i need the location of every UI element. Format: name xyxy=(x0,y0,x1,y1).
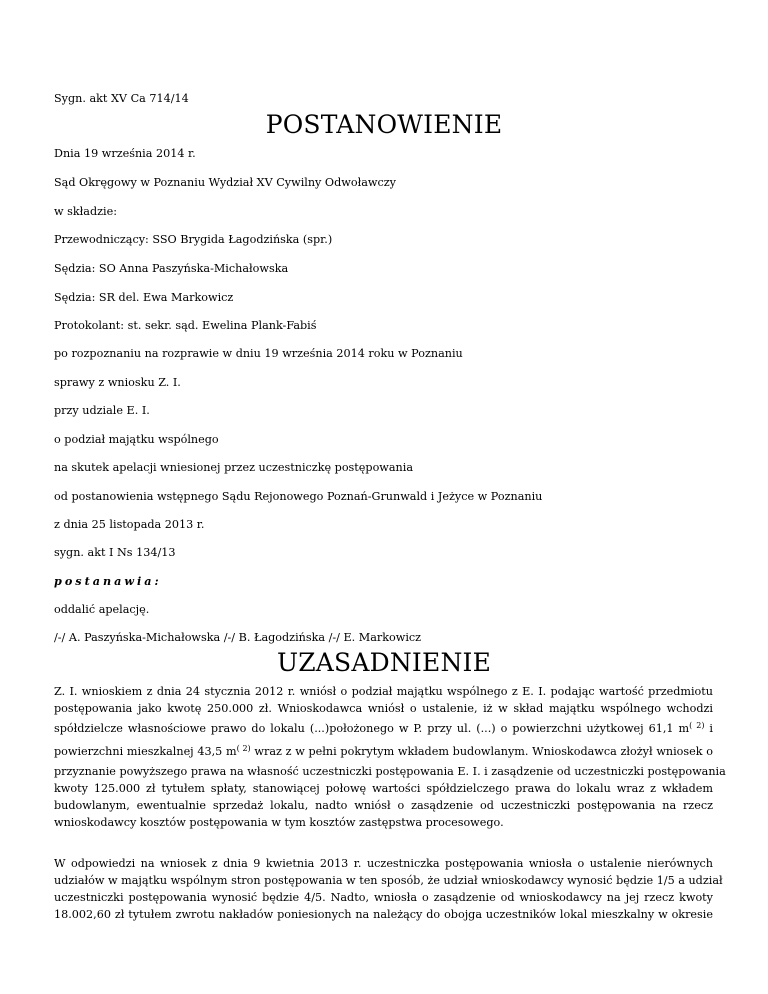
justification-paragraph-1 xyxy=(54,683,726,831)
lower-court: od postanowienia wstępnego Sądu Rejonowego Poznań-Grunwald i Jeżyce w Poznaniu xyxy=(54,490,543,503)
justification-paragraph-2 xyxy=(54,855,723,923)
lower-court-signature: sygn. akt I Ns 134/13 xyxy=(54,546,176,559)
justification-title: UZASADNIENIE xyxy=(276,648,492,677)
case-subject: o podział majątku wspólnego xyxy=(54,433,219,446)
paragraph-line: kwoty 125.000 zł tytułem spłaty, stanowiącej połowę wartości spółdzielczego prawa do lokalu wraz z wkładem xyxy=(54,782,713,795)
paragraph-line: wnioskodawcy kosztów postępowania w tym kosztów zastępstwa procesowego. xyxy=(54,816,504,829)
paragraph-line: udziałów w majątku wspólnym stron postępowania w ten sposób, że udział wnioskodawcy wynosić będzie 1/5 a udział xyxy=(54,874,723,887)
hearing-info: po rozpoznaniu na rozprawie w dniu 19 września 2014 roku w Poznaniu xyxy=(54,347,463,360)
date-line: Dnia 19 września 2014 r. xyxy=(54,147,196,160)
paragraph-line: W odpowiedzi na wniosek z dnia 9 kwietnia 2013 r. uczestniczka postępowania wniosła o ustalenie nierównych xyxy=(54,857,713,870)
paragraph-line: Z. I. wnioskiem z dnia 24 stycznia 2012 r. wniósł o podział majątku wspólnego z E. I. podając wartość przedmiotu xyxy=(54,685,713,698)
court-name: Sąd Okręgowy w Poznaniu Wydział XV Cywilny Odwoławczy xyxy=(54,176,396,189)
paragraph-line: przyznanie powyższego prawa na własność uczestniczki postępowania E. I. i zasądzenie od uczestniczki postępowania xyxy=(54,765,726,778)
composition-label: w składzie: xyxy=(54,205,117,218)
superscript: ( 2) xyxy=(236,744,251,753)
appeal-basis: na skutek apelacji wniesionej przez uczestniczkę postępowania xyxy=(54,461,414,474)
paragraph-line: budowlanym, ewentualnie sprzedaż lokalu, nadto wniósł o zasądzenie od uczestniczki postępowania na rzecz xyxy=(54,799,713,812)
paragraph-line: spółdzielcze własnościowe prawo do lokalu (...)położonego w P. przy ul. (...) o powierzchni użytkowej 61,1 $m^{( 2)}$ i xyxy=(54,721,714,735)
presiding-judge: Przewodniczący: SSO Brygida Łagodzińska (spr.) xyxy=(54,233,333,246)
paragraph-line: postępowania jako kwotę 250.000 zł. Wnioskodawca wniósł o ustalenie, iż w skład majątku wspólnego wchodzi xyxy=(54,702,713,715)
paragraph-line: uczestniczki postępowania wynosić będzie 4/5. Nadto, wniosła o zasądzenie od wnioskodawcy na jej rzecz kwoty xyxy=(54,891,713,904)
paragraph-line: powierzchni mieszkalnej 43,5 $m^{( 2)}$ wraz z w pełni pokrytym wkładem budowlanym. Wnioskodawca złożył wniosek o xyxy=(54,744,714,758)
ruling: oddalić apelację. xyxy=(54,603,150,616)
signatures: /-/ A. Paszyńska-Michałowska /-/ B. Łagodzińska /-/ E. Markowicz xyxy=(54,631,422,644)
case-from: sprawy z wniosku Z. I. xyxy=(54,376,181,389)
judge-1: Sędzia: SO Anna Paszyńska-Michałowska xyxy=(54,262,289,275)
judge-2: Sędzia: SR del. Ewa Markowicz xyxy=(54,291,234,304)
decides-label: postanawia: xyxy=(54,574,162,588)
court-clerk: Protokolant: st. sekr. sąd. Ewelina Plank-Fabiś xyxy=(54,319,317,332)
paragraph-line: 18.002,60 zł tytułem zwrotu nakładów poniesionych na należący do obojga uczestników lokal mieszkalny w okresie xyxy=(54,908,713,921)
superscript: ( 2) xyxy=(689,721,705,730)
lower-court-date: z dnia 25 listopada 2013 r. xyxy=(54,518,205,531)
decision-title: POSTANOWIENIE xyxy=(265,110,503,139)
participant: przy udziale E. I. xyxy=(54,404,150,417)
case-number: Sygn. akt XV Ca 714/14 xyxy=(54,92,189,105)
